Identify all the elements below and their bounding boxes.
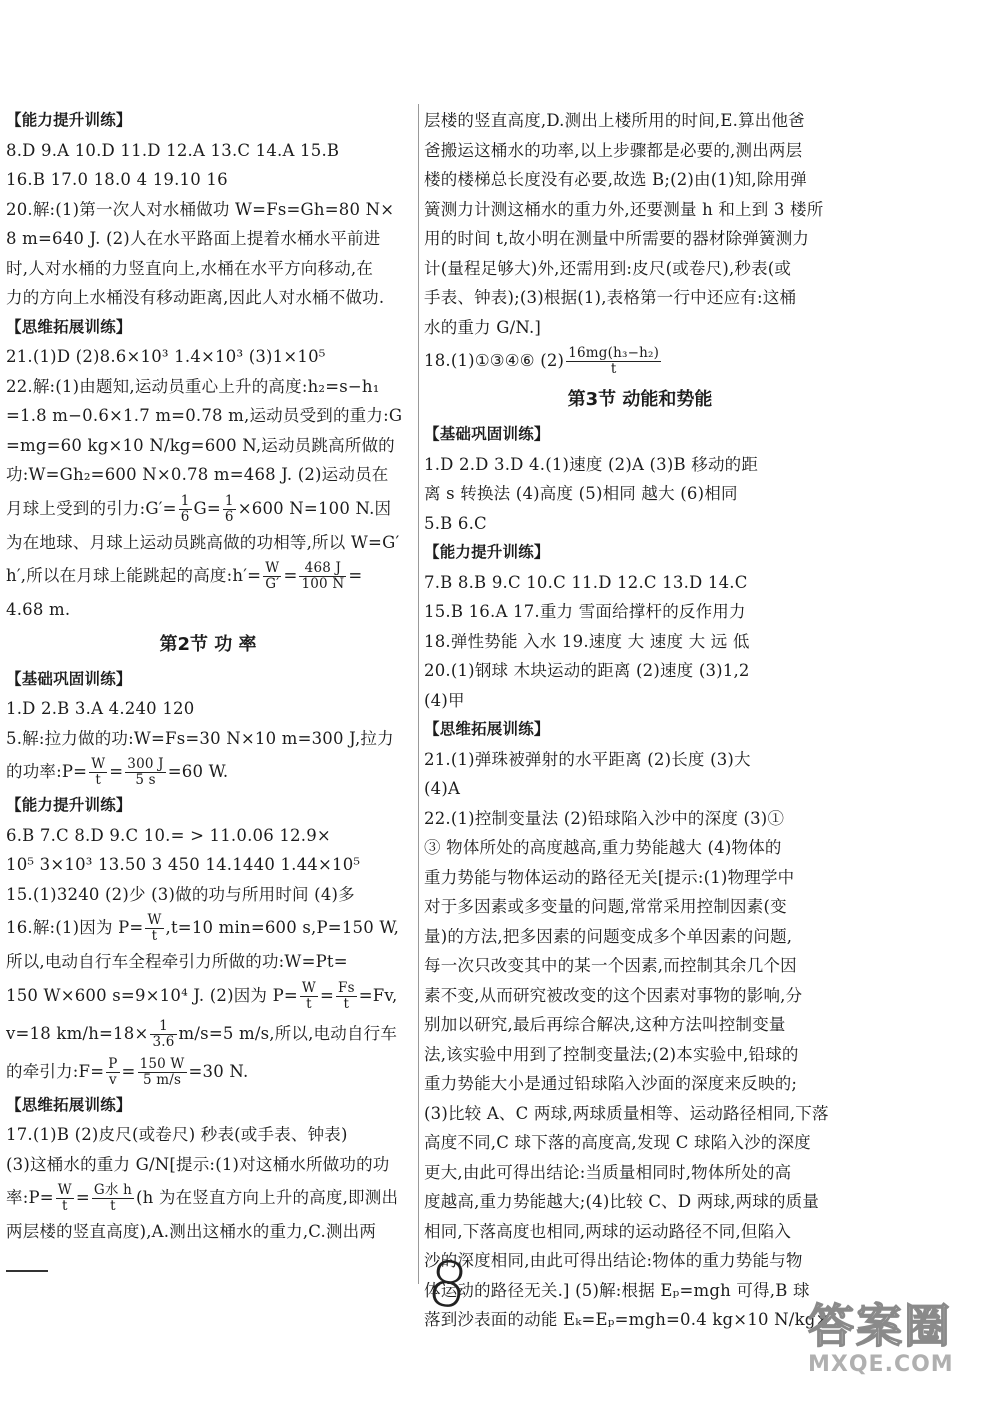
answer-line: 22.解:(1)由题知,运动员重心上升的高度:h₂=s−h₁	[6, 376, 380, 396]
section-subheading: 【思维拓展训练】	[6, 1095, 132, 1114]
fraction-numerator: W	[147, 912, 162, 928]
answer-line: 16.B 17.0 18.0 4 19.10 16	[6, 170, 228, 189]
answer-line	[6, 557, 410, 595]
fraction-numerator: G水 h	[93, 1182, 132, 1198]
watermark-title: 答案圈	[808, 1299, 952, 1353]
fraction-numerator: W	[301, 979, 316, 996]
section-subheading: 【基础巩固训练】	[6, 669, 132, 688]
page-number-mark	[6, 1270, 48, 1272]
section-subheading: 【思维拓展训练】	[6, 317, 132, 336]
answer-line: 时,人对水桶的力竖直向上,水桶在水平方向移动,在	[6, 258, 374, 278]
answer-text: h′,所以在月球上能跳起的高度:h′=	[6, 566, 262, 585]
answer-line: 8.D 9.A 10.D 11.D 12.A 13.C 14.A 15.B	[6, 140, 340, 160]
fraction-denominator: t	[343, 995, 350, 1012]
answer-line: 簧测力计测这桶水的重力外,还要测量 h 和上到 3 楼所	[424, 199, 824, 219]
fraction-denominator: v	[108, 1071, 117, 1088]
section-subheading: 【能力提升训练】	[6, 111, 132, 129]
answer-line: 用的时间 t,故小明在测量中所需要的器材除弹簧测力	[424, 229, 810, 248]
answer-text: =	[121, 1061, 136, 1081]
answer-line: (3)这桶水的重力 G/N[提示:(1)对这桶水所做功的功	[6, 1154, 390, 1174]
answer-line: 5.B 6.C	[424, 513, 487, 533]
answer-line: 楼的楼梯总长度没有必要,故选 B;(2)由(1)知,除用弹	[424, 170, 807, 189]
answer-text: =Fv,	[358, 985, 398, 1005]
answer-line: 1.D 2.D 3.D 4.(1)速度 (2)A (3)B 移动的距	[424, 454, 759, 474]
answer-line: 4.68 m.	[6, 600, 71, 619]
answer-line: =1.8 m−0.6×1.7 m=0.78 m,运动员受到的重力:G	[6, 406, 403, 425]
answer-line: =mg=60 kg×10 N/kg=600 N,运动员跳高所做的	[6, 435, 395, 455]
answer-line: 度越高,重力势能越大;(4)比较 C、D 两球,两球的质量	[424, 1192, 820, 1211]
fraction	[56, 1183, 74, 1214]
section-title: 第2节 功 率	[159, 633, 257, 655]
fraction-numerator: Fs	[338, 979, 355, 996]
answer-line: 17.(1)B (2)皮尺(或卷尺) 秒表(或手表、钟表)	[6, 1125, 348, 1144]
fraction-denominator: 6	[180, 508, 190, 525]
answer-line: 层楼的竖直高度,D.测出上楼所用的时间,E.算出他爸	[424, 111, 805, 130]
answer-line: 重力势能大小是通过铅球陷入沙面的深度来反映的;	[424, 1074, 798, 1093]
answer-text: ×600 N=100 N.因	[237, 498, 392, 518]
fraction	[179, 494, 192, 525]
fraction-numerator: 468 J	[299, 561, 346, 577]
fraction-numerator: P	[108, 1055, 118, 1072]
answer-text: 的牵引力:F=	[6, 1061, 105, 1081]
answer-text: v=18 km/h=18×	[6, 1023, 149, 1043]
fraction	[125, 757, 165, 788]
fraction-denominator: G′	[265, 576, 280, 592]
fraction	[106, 1057, 119, 1088]
answer-text: 150 W×600 s=9×10⁴ J. (2)因为 P=	[6, 985, 298, 1005]
answer-text: =	[283, 566, 298, 585]
answer-line: 水的重力 G/N.]	[424, 317, 542, 337]
fraction-denominator: t	[62, 1198, 68, 1214]
fraction	[336, 981, 357, 1012]
answer-line	[6, 909, 410, 947]
answer-line: 两层楼的竖直高度),A.测出这桶水的重力,C.测出两	[6, 1222, 377, 1241]
answer-text: =	[348, 566, 363, 585]
answer-line: 重力势能与物体运动的路径无关[提示:(1)物理学中	[424, 867, 795, 887]
fraction-numerator: 1	[180, 492, 190, 509]
fraction	[145, 913, 163, 944]
answer-line: (4)甲	[424, 690, 465, 710]
answer-line	[6, 1015, 410, 1053]
answer-text: 的功率:P=	[6, 762, 88, 781]
answer-line: 别加以研究,最后再综合解决,这种方法叫控制变量	[424, 1015, 786, 1034]
fraction-denominator: 3.6	[152, 1033, 175, 1050]
left-column	[6, 106, 410, 1247]
fraction-numerator: 1	[150, 1019, 176, 1035]
answer-text: 月球上受到的引力:G′=	[6, 498, 177, 518]
fraction-denominator: t	[151, 928, 158, 944]
answer-line: 体运动的路径无关.] (5)解:根据 Eₚ=mgh 可得,B 球	[424, 1280, 810, 1300]
answer-text: m/s=5 m/s,所以,电动自行车	[178, 1023, 398, 1043]
answer-text: 率:P=	[6, 1188, 54, 1207]
answer-line: 20.(1)钢球 木块运动的距离 (2)速度 (3)1,2	[424, 661, 750, 680]
answer-line: 20.解:(1)第一次人对水桶做功 W=Fs=Gh=80 N×	[6, 199, 395, 219]
answer-line: 离 s 转换法 (4)高度 (5)相同 越大 (6)相同	[424, 484, 738, 503]
fraction-numerator: W	[91, 756, 106, 772]
answer-line	[6, 490, 410, 528]
answer-text: =30 N.	[188, 1061, 249, 1081]
fraction	[150, 1019, 176, 1050]
answer-line: (3)比较 A、C 两球,两球质量相等、运动路径相同,下落	[424, 1103, 829, 1123]
answer-line: 计(量程足够大)外,还需用到:皮尺(或卷尺),秒表(或	[424, 258, 792, 278]
answer-line: 对于多因素或多变量的问题,常常采用控制因素(变	[424, 897, 787, 916]
column-divider	[418, 104, 419, 1284]
answer-line: 沙的深度相同,由此可得出结论:物体的重力势能与物	[424, 1251, 803, 1270]
watermark-logo	[808, 1300, 988, 1400]
answer-line: 素不变,从而研究被改变的这个因素对事物的影响,分	[424, 985, 803, 1005]
answer-line: 6.B 7.C 8.D 9.C 10.= > 11.0.06 12.9×	[6, 825, 331, 845]
answer-text: 18.(1)①③④⑥ (2)	[424, 351, 565, 370]
fraction	[566, 346, 661, 377]
answer-text: =	[75, 1188, 90, 1207]
answer-line: 21.(1)弹珠被弹射的水平距离 (2)长度 (3)大	[424, 749, 751, 769]
right-column	[424, 106, 856, 1335]
answer-line: 更大,由此可得出结论:当质量相同时,物体所处的高	[424, 1162, 792, 1182]
answer-line: 量)的方法,把多因素的问题变成多个单因素的问题,	[424, 926, 793, 946]
fraction-numerator: 1	[224, 492, 234, 509]
section-subheading: 【能力提升训练】	[6, 796, 132, 814]
answer-line	[6, 1053, 410, 1091]
answer-line: 7.B 8.B 9.C 10.C 11.D 12.C 13.D 14.C	[424, 572, 748, 592]
fraction-numerator: W	[57, 1182, 72, 1198]
fraction-denominator: 5 s	[135, 772, 156, 788]
watermark-url: MXQE.COM	[808, 1352, 954, 1377]
answer-line: 力的方向上水桶没有移动距离,因此人对水桶不做功.	[6, 288, 385, 307]
answer-line: 10⁵ 3×10³ 13.50 3 450 14.1440 1.44×10⁵	[6, 855, 361, 874]
answer-line: 每一次只改变其中的某一个因素,而控制其余几个因	[424, 956, 797, 975]
answer-text: (h 为在竖直方向上升的高度,即测出	[135, 1188, 399, 1207]
answer-line	[424, 342, 856, 380]
answer-line: 所以,电动自行车全程牵引力所做的功:W=Pt=	[6, 952, 348, 971]
answer-text: =	[109, 762, 124, 781]
fraction-numerator: 16mg(h₃−h₂)	[568, 345, 660, 361]
fraction-denominator: 100 N	[301, 576, 345, 592]
answer-line: 相同,下落高度也相同,两球的运动路径不同,但陷入	[424, 1221, 792, 1241]
fraction-denominator: 6	[224, 508, 234, 525]
fraction	[263, 561, 281, 592]
fraction	[138, 1057, 187, 1088]
answer-line: ③ 物体所处的高度越高,重力势能越大 (4)物体的	[424, 838, 782, 857]
answer-text: =	[319, 985, 335, 1005]
answer-line: 5.解:拉力做的功:W=Fs=30 N×10 m=300 J,拉力	[6, 728, 394, 748]
fraction-numerator: 150 W	[139, 1055, 185, 1072]
answer-line	[6, 977, 410, 1015]
section-subheading: 【思维拓展训练】	[424, 720, 550, 738]
answer-text: ,t=10 min=600 s,P=150 W,	[165, 918, 400, 937]
answer-line: 8 m=640 J. (2)人在水平路面上提着水桶水平前进	[6, 229, 381, 248]
fraction-numerator: 300 J	[127, 756, 164, 772]
answer-line: 高度不同,C 球下落的高度高,发现 C 球陷入沙的深度	[424, 1133, 811, 1152]
fraction-numerator: W	[263, 561, 281, 577]
section-subheading: 【能力提升训练】	[424, 543, 550, 561]
answer-line	[6, 1179, 410, 1217]
fraction-denominator: t	[110, 1198, 116, 1214]
fraction-denominator: t	[306, 995, 312, 1012]
fraction	[92, 1183, 134, 1214]
section-subheading: 【基础巩固训练】	[424, 425, 550, 443]
answer-line: 爸搬运这桶水的功率,以上步骤都是必要的,测出两层	[424, 140, 803, 160]
section-title: 第3节 动能和势能	[567, 389, 713, 410]
answer-line: 落到沙表面的动能 Eₖ=Eₚ=mgh=0.4 kg×10 N/kg×	[424, 1310, 830, 1329]
answer-line: 为在地球、月球上运动员跳高做的功相等,所以 W=G′	[6, 532, 400, 552]
answer-line: (4)A	[424, 779, 461, 798]
answer-line: 21.(1)D (2)8.6×10³ 1.4×10³ (3)1×10⁵	[6, 347, 326, 366]
answer-line: 22.(1)控制变量法 (2)铅球陷入沙中的深度 (3)①	[424, 808, 785, 828]
fraction-denominator: 5 m/s	[142, 1071, 182, 1088]
handwritten-page-number: 8	[423, 1245, 473, 1324]
answer-line: 15.B 16.A 17.重力 雪面给撑杆的反作用力	[424, 602, 746, 621]
answer-line: 手表、钟表);(3)根据(1),表格第一行中还应有:这桶	[424, 288, 797, 307]
answer-line: 功:W=Gh₂=600 N×0.78 m=468 J. (2)运动员在	[6, 465, 389, 484]
answer-line: 法,该实验中用到了控制变量法;(2)本实验中,铅球的	[424, 1044, 799, 1064]
answer-text: G=	[193, 498, 221, 518]
fraction-denominator: t	[610, 361, 617, 377]
fraction	[223, 494, 236, 525]
fraction	[89, 757, 107, 788]
fraction	[299, 561, 346, 592]
answer-line: 18.弹性势能 入水 19.速度 大 速度 大 远 低	[424, 631, 750, 651]
fraction	[300, 981, 318, 1012]
answer-line: 15.(1)3240 (2)少 (3)做的功与所用时间 (4)多	[6, 884, 355, 904]
answer-line	[6, 753, 410, 791]
answer-line: 1.D 2.B 3.A 4.240 120	[6, 699, 195, 718]
answer-text: =60 W.	[167, 762, 229, 781]
answer-text: 16.解:(1)因为 P=	[6, 918, 144, 937]
fraction-denominator: t	[95, 772, 102, 788]
